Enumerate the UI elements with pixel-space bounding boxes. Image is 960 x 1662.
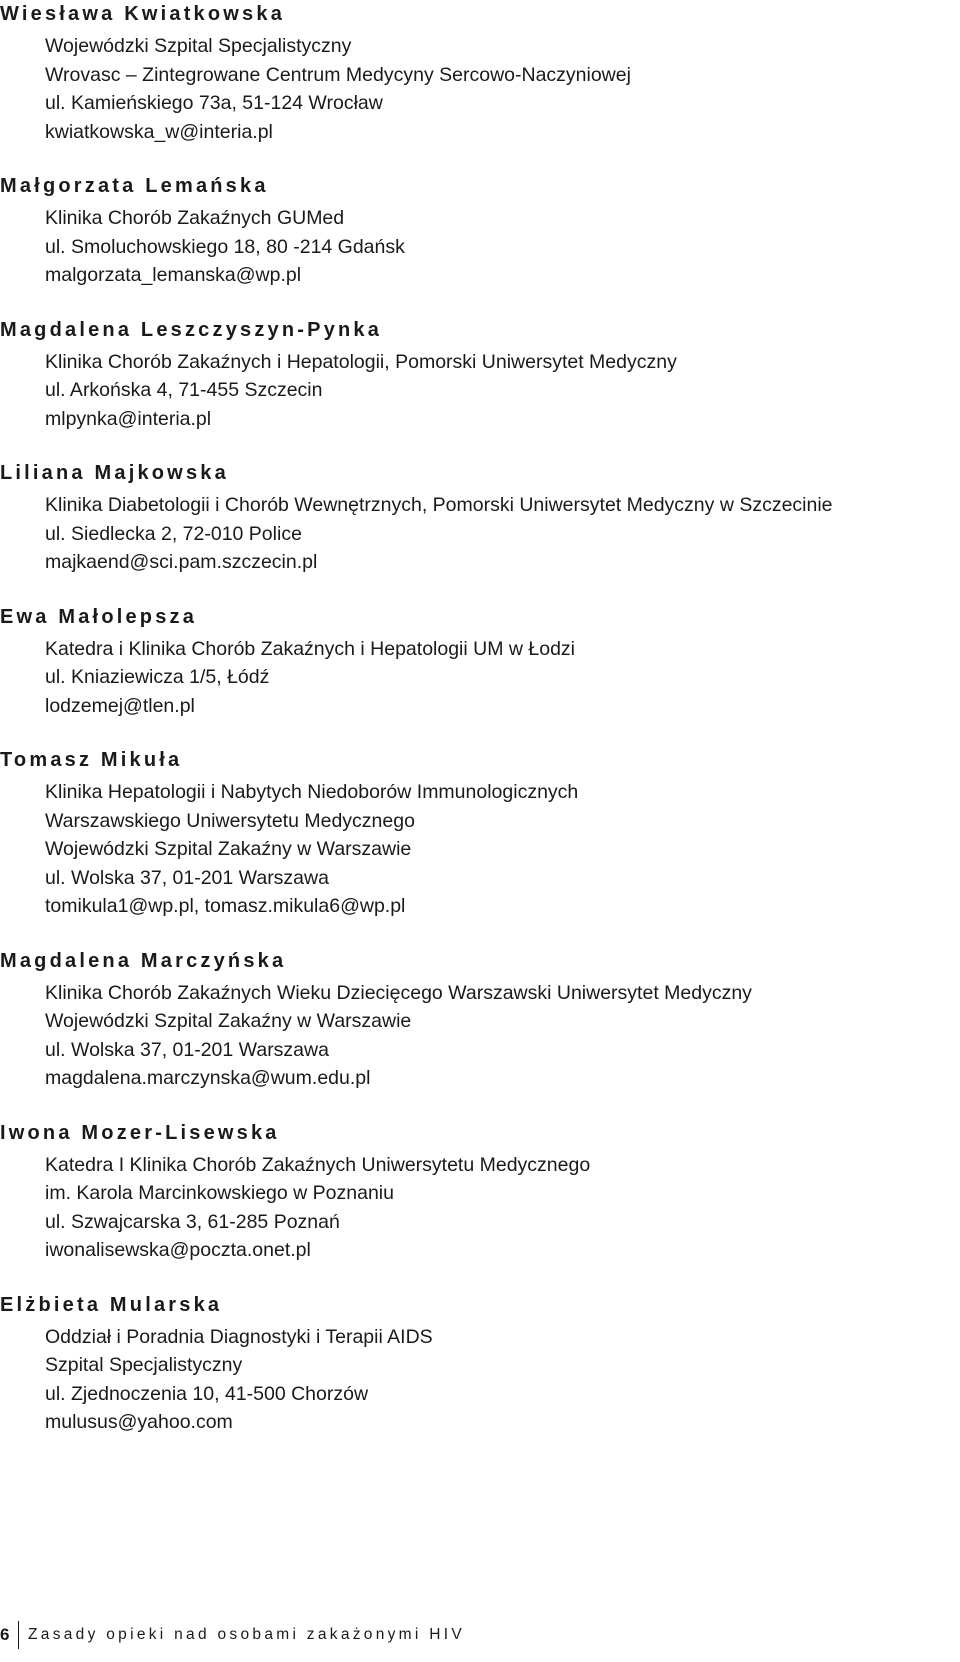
contact-address: ul. Wolska 37, 01-201 Warszawa: [45, 866, 329, 889]
contact-address: ul. Smoluchowskiego 18, 80 -214 Gdańsk: [45, 235, 405, 258]
contact-name: Elżbieta Mularska: [0, 1293, 223, 1316]
page-footer: [0, 1620, 465, 1650]
contact-name: Magdalena Leszczyszyn-Pynka: [0, 318, 383, 341]
contact-name: Ewa Małolepsza: [0, 605, 198, 628]
contact-email: iwonalisewska@poczta.onet.pl: [45, 1239, 311, 1261]
contact-entry: [0, 316, 960, 434]
contact-address: ul. Szwajcarska 3, 61-285 Poznań: [45, 1210, 340, 1233]
contact-institution: Klinika Diabetologii i Chorób Wewnętrznych, Pomorski Uniwersytet Medyczny w Szczecinie: [45, 494, 833, 516]
contact-institution: Warszawskiego Uniwersytetu Medycznego: [45, 809, 415, 832]
contact-email: lodzemej@tlen.pl: [45, 694, 195, 717]
contact-institution: Wojewódzki Szpital Zakaźny w Warszawie: [45, 838, 412, 860]
contact-entry: [0, 0, 960, 146]
contact-email: magdalena.marczynska@wum.edu.pl: [45, 1067, 371, 1089]
contact-name: Małgorzata Lemańska: [0, 175, 269, 197]
contact-institution: Katedra i Klinika Chorób Zakaźnych i Hepatologii UM w Łodzi: [45, 637, 576, 660]
contact-entry: [0, 746, 960, 921]
contact-entry: [0, 947, 960, 1093]
contact-institution: Oddział i Poradnia Diagnostyki i Terapii AIDS: [45, 1325, 433, 1348]
contact-entry: [0, 1291, 960, 1437]
contact-name: Magdalena Marczyńska: [0, 949, 287, 972]
contact-institution: im. Karola Marcinkowskiego w Poznaniu: [45, 1182, 394, 1204]
contact-institution: Wrovasc – Zintegrowane Centrum Medycyny Sercowo-Naczyniowej: [45, 63, 631, 86]
contact-email: majkaend@sci.pam.szczecin.pl: [45, 551, 318, 573]
page-number: 6: [0, 1625, 10, 1644]
contact-address: ul. Kniaziewicza 1/5, Łódź: [45, 666, 270, 688]
contact-address: ul. Arkońska 4, 71-455 Szczecin: [45, 379, 323, 401]
contact-email: kwiatkowska_w@interia.pl: [45, 120, 273, 143]
contact-entry: [0, 1119, 960, 1265]
contact-institution: Wojewódzki Szpital Zakaźny w Warszawie: [45, 1010, 412, 1032]
contact-email: mulusus@yahoo.com: [45, 1411, 233, 1433]
contact-email: malgorzata_lemanska@wp.pl: [45, 264, 302, 286]
contact-name: Tomasz Mikuła: [0, 749, 183, 771]
contact-institution: Klinika Chorób Zakaźnych Wieku Dziecięcego Warszawski Uniwersytet Medyczny: [45, 981, 752, 1004]
contact-institution: Wojewódzki Szpital Specjalistyczny: [45, 35, 352, 57]
contact-name: Wiesława Kwiatkowska: [0, 3, 286, 25]
contact-name: Liliana Majkowska: [0, 462, 229, 484]
contact-name: Iwona Mozer-Lisewska: [0, 1121, 280, 1144]
contact-email: mlpynka@interia.pl: [45, 407, 212, 430]
contact-institution: Klinika Chorób Zakaźnych GUMed: [45, 207, 345, 229]
contact-institution: Katedra I Klinika Chorób Zakaźnych Uniwersytetu Medycznego: [45, 1153, 591, 1176]
contact-address: ul. Zjednoczenia 10, 41-500 Chorzów: [45, 1382, 369, 1405]
contact-address: ul. Siedlecka 2, 72-010 Police: [45, 522, 302, 545]
contact-address: ul. Kamieńskiego 73a, 51-124 Wrocław: [45, 92, 383, 114]
contact-institution: Klinika Hepatologii i Nabytych Niedoborów Immunologicznych: [45, 781, 579, 803]
contact-institution: Szpital Specjalistyczny: [45, 1354, 243, 1376]
contact-institution: Klinika Chorób Zakaźnych i Hepatologii, Pomorski Uniwersytet Medyczny: [45, 350, 677, 373]
contact-entry: [0, 459, 960, 577]
contact-entry: [0, 603, 960, 721]
running-title: Zasady opieki nad osobami zakażonymi HIV: [28, 1626, 465, 1643]
contact-entry: [0, 172, 960, 290]
contact-email: tomikula1@wp.pl, tomasz.mikula6@wp.pl: [45, 895, 406, 917]
contact-address: ul. Wolska 37, 01-201 Warszawa: [45, 1038, 329, 1061]
footer-divider: [18, 1621, 19, 1649]
